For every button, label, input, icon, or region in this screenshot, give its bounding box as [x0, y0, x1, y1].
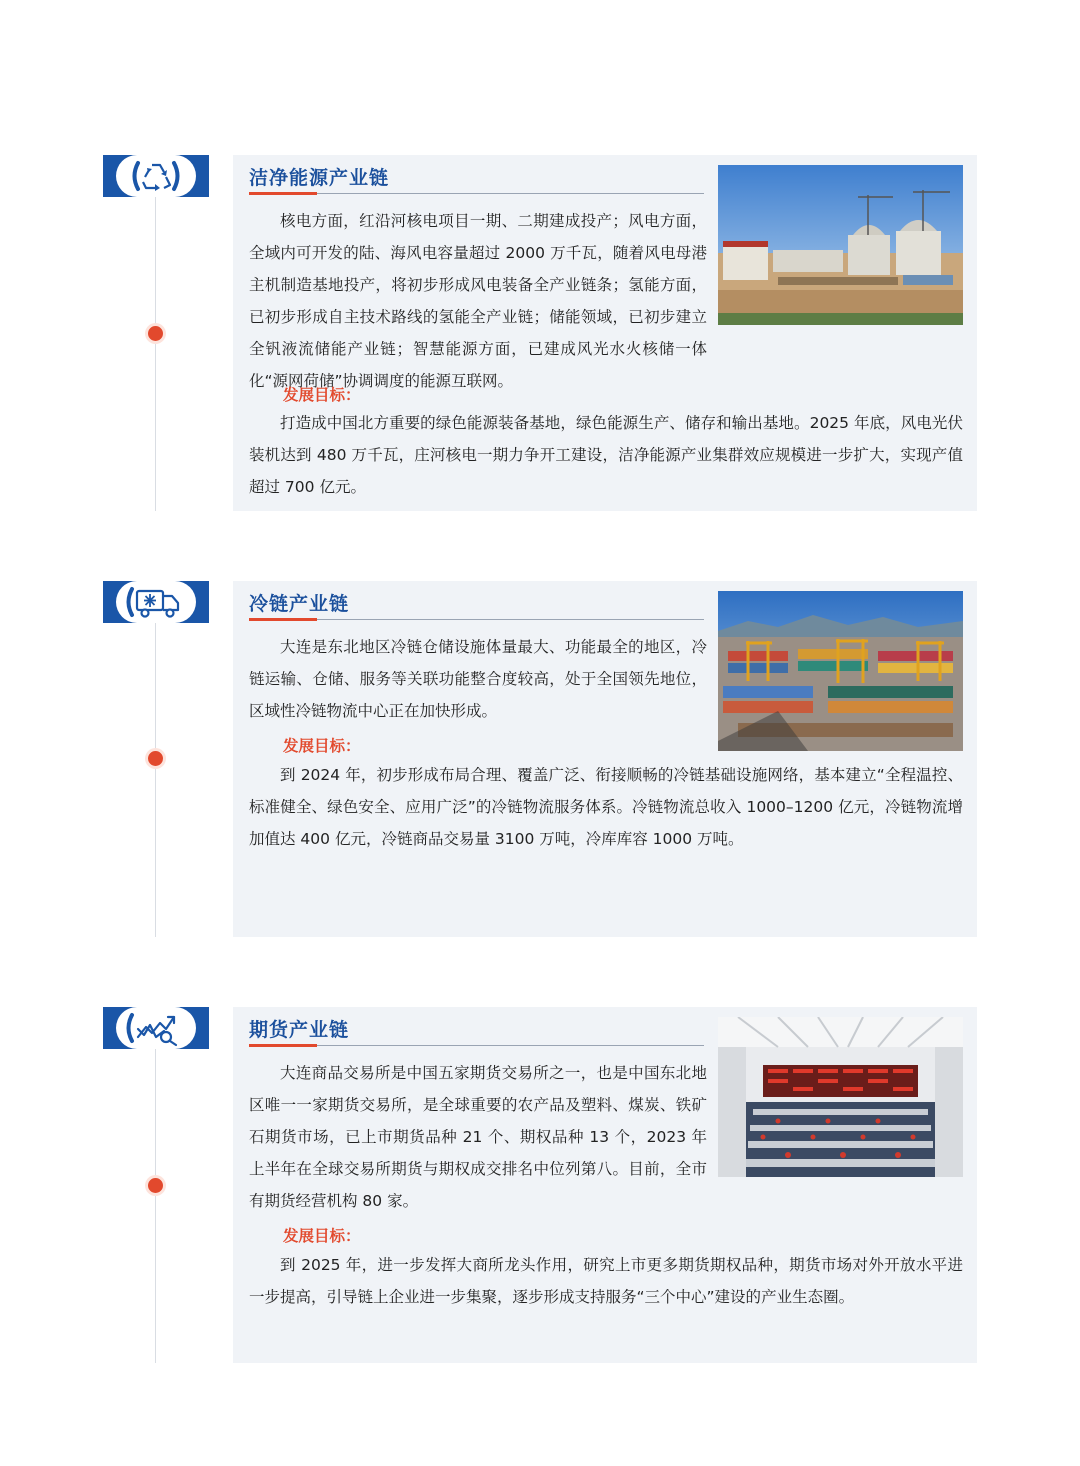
title-underline — [249, 619, 704, 620]
section-card — [233, 581, 977, 937]
goal-label: 发展目标： — [283, 1227, 361, 1245]
timeline-dot — [148, 326, 163, 341]
title-accent-bar — [249, 618, 317, 621]
goal-body: 到 2024 年，初步形成布局合理、覆盖广泛、衔接顺畅的冷链基础设施网络，基本建立“全程温控、标准健全、绿色安全、应用广泛”的冷链物流服务体系。冷链物流总收入 1000–1200 亿元，冷链物流增加值达 400 亿元，冷链商品交易量 3100 万吨，冷库库容 1000 万吨。 — [249, 766, 963, 848]
container-port-photo — [718, 591, 963, 751]
goal-body: 到 2025 年，进一步发挥大商所龙头作用，研究上市更多期货期权品种，期货市场对外开放水平进一步提高，引导链上企业进一步集聚，逐步形成支持服务“三个中心”建设的产业生态圈。 — [249, 1256, 963, 1306]
paragraph-body: 大连是东北地区冷链仓储设施体量最大、功能最全的地区，冷链运输、仓储、服务等关联功能整合度较高，处于全国领先地位，区域性冷链物流中心正在加快形成。 — [249, 638, 707, 720]
timeline-line — [155, 623, 156, 937]
goal-text — [249, 407, 963, 503]
section-icon-tab — [103, 155, 209, 197]
paragraph-body: 大连商品交易所是中国五家期货交易所之一，也是中国东北地区唯一一家期货交易所，是全球重要的农产品及塑料、煤炭、铁矿石期货市场，已上市期货品种 21 个、期权品种 13 个，2023 年上半年在全球交易所期货与期权成交排名中位列第八。目前，全市有期货经营机构 80 家。 — [249, 1064, 707, 1210]
section-card — [233, 155, 977, 511]
section-title: 冷链产业链 — [249, 593, 350, 615]
section-clean-energy — [0, 155, 1080, 511]
icon-badge — [116, 1007, 196, 1049]
recycle-icon — [116, 155, 196, 197]
title-accent-bar — [249, 192, 317, 195]
section-futures — [0, 1007, 1080, 1363]
title-underline — [249, 1045, 704, 1046]
section-paragraph — [249, 1057, 707, 1217]
icon-badge — [116, 581, 196, 623]
goal-body: 打造成中国北方重要的绿色能源装备基地，绿色能源生产、储存和输出基地。2025 年底，风电光伏装机达到 480 万千瓦，庄河核电一期力争开工建设，洁净能源产业集群效应规模进一步扩大，实现产值超过 700 亿元。 — [249, 414, 963, 496]
timeline-dot — [148, 751, 163, 766]
section-title: 期货产业链 — [249, 1019, 350, 1041]
timeline-line — [155, 197, 156, 511]
section-cold-chain — [0, 581, 1080, 937]
section-icon-tab — [103, 1007, 209, 1049]
section-paragraph — [249, 631, 707, 727]
trading-floor-photo — [718, 1017, 963, 1177]
title-accent-bar — [249, 1044, 317, 1047]
section-card — [233, 1007, 977, 1363]
paragraph-body: 核电方面，红沿河核电项目一期、二期建成投产；风电方面，全域内可开发的陆、海风电容量超过 2000 万千瓦，随着风电母港主机制造基地投产，将初步形成风电装备全产业链条；氢能方面，已初步形成自主技术路线的氢能全产业链；储能领域，已初步建立全钒液流储能产业链；智慧能源方面，已建成风光水火核储一体化“源网荷储”协调调度的能源互联网。 — [249, 212, 707, 390]
timeline-line — [155, 1049, 156, 1363]
section-icon-tab — [103, 581, 209, 623]
goal-text — [249, 759, 963, 855]
section-title: 洁净能源产业链 — [249, 167, 390, 189]
title-underline — [249, 193, 704, 194]
timeline-dot — [148, 1178, 163, 1193]
trend-chart-icon — [116, 1007, 196, 1049]
section-paragraph — [249, 205, 707, 397]
goal-label: 发展目标： — [283, 386, 361, 404]
nuclear-plant-photo — [718, 165, 963, 325]
refrigerated-truck-icon — [116, 581, 196, 623]
icon-badge — [116, 155, 196, 197]
goal-label: 发展目标： — [283, 737, 361, 755]
goal-text — [249, 1249, 963, 1313]
